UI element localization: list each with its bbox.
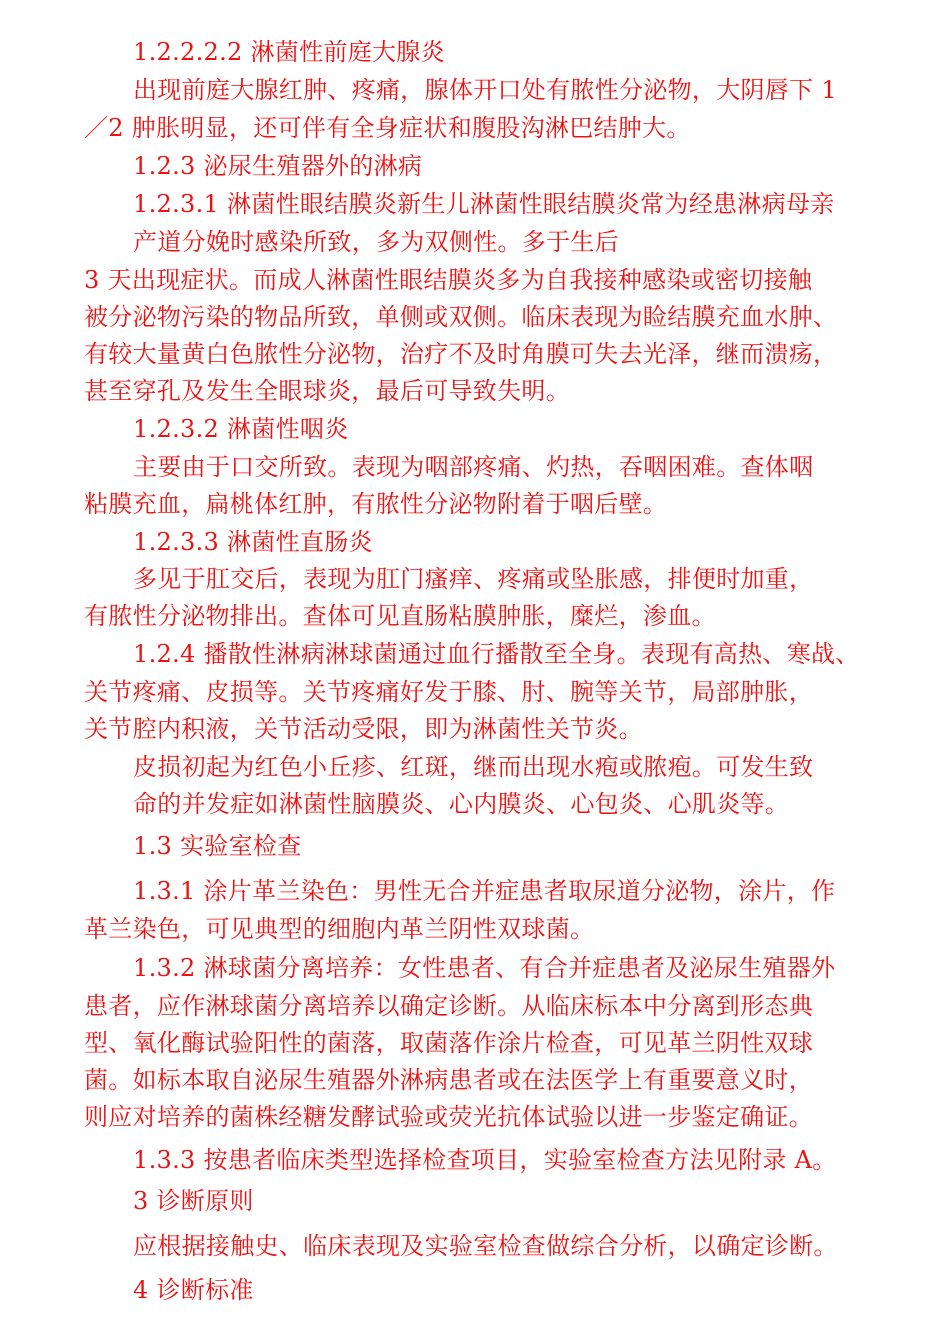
section-heading-1-3-1: 1.3.1 涂片革兰染色：男性无合并症患者取尿道分泌物，涂片，作 bbox=[133, 877, 836, 905]
section-heading-1-2-3-1: 1.2.3.1 淋菌性眼结膜炎新生儿淋菌性眼结膜炎常为经患淋病母亲 bbox=[133, 190, 835, 218]
section-heading-1-2-3-2: 1.2.3.2 淋菌性咽炎 bbox=[133, 415, 349, 443]
paragraph-line: 多见于肛交后，表现为肛门瘙痒、疼痛或坠胀感，排便时加重， bbox=[133, 565, 814, 593]
paragraph-line: 主要由于口交所致。表现为咽部疼痛、灼热，吞咽困难。查体咽 bbox=[133, 453, 814, 481]
paragraph-line: 甚至穿孔及发生全眼球炎，最后可导致失明。 bbox=[84, 377, 570, 405]
paragraph-line: 被分泌物污染的物品所致，单侧或双侧。临床表现为睑结膜充血水肿、 bbox=[84, 303, 838, 331]
paragraph-line: 关节疼痛、皮损等。关节疼痛好发于膝、肘、腕等关节，局部肿胀， bbox=[84, 678, 813, 706]
paragraph-line: 有脓性分泌物排出。查体可见直肠粘膜肿胀，糜烂，渗血。 bbox=[84, 602, 716, 630]
paragraph-line: 粘膜充血，扁桃体红肿，有脓性分泌物附着于咽后壁。 bbox=[84, 490, 668, 518]
paragraph-line: 则应对培养的菌株经糖发酵试验或荧光抗体试验以进一步鉴定确证。 bbox=[84, 1103, 813, 1131]
paragraph-line: 产道分娩时感染所致，多为双侧性。多于生后 bbox=[133, 228, 619, 256]
paragraph-line: 皮损初起为红色小丘疹、红斑，继而出现水疱或脓疱。可发生致 bbox=[133, 753, 814, 781]
paragraph-line: 患者，应作淋球菌分离培养以确定诊断。从临床标本中分离到形态典 bbox=[84, 992, 813, 1020]
section-heading-1-2-2-2-2: 1.2.2.2.2 淋菌性前庭大腺炎 bbox=[133, 38, 445, 66]
section-heading-4: 4 诊断标准 bbox=[133, 1276, 254, 1304]
paragraph-line: 命的并发症如淋菌性脑膜炎、心内膜炎、心包炎、心肌炎等。 bbox=[133, 790, 790, 818]
section-heading-3: 3 诊断原则 bbox=[133, 1187, 254, 1215]
paragraph-line: 出现前庭大腺红肿、疼痛，腺体开口处有脓性分泌物，大阴唇下 1 bbox=[133, 76, 837, 104]
section-heading-1-2-4: 1.2.4 播散性淋病淋球菌通过血行播散至全身。表现有高热、寒战、 bbox=[133, 640, 860, 668]
paragraph-line: 菌。如标本取自泌尿生殖器外淋病患者或在法医学上有重要意义时， bbox=[84, 1066, 813, 1094]
paragraph-line: 型、氧化酶试验阳性的菌落，取菌落作涂片检查，可见革兰阴性双球 bbox=[84, 1029, 813, 1057]
section-heading-1-3-2: 1.3.2 淋球菌分离培养：女性患者、有合并症患者及泌尿生殖器外 bbox=[133, 954, 836, 982]
paragraph-line: 3 天出现症状。而成人淋菌性眼结膜炎多为自我接种感染或密切接触 bbox=[84, 266, 813, 294]
section-heading-1-2-3: 1.2.3 泌尿生殖器外的淋病 bbox=[133, 152, 423, 180]
paragraph-line: ／2 肿胀明显，还可伴有全身症状和腹股沟淋巴结肿大。 bbox=[84, 114, 691, 142]
section-heading-1-3-3: 1.3.3 按患者临床类型选择检查项目，实验室检查方法见附录 A。 bbox=[133, 1146, 837, 1174]
paragraph-line: 应根据接触史、临床表现及实验室检查做综合分析，以确定诊断。 bbox=[133, 1232, 838, 1260]
paragraph-line: 有较大量黄白色脓性分泌物，治疗不及时角膜可失去光泽，继而溃疡， bbox=[84, 340, 838, 368]
section-heading-1-2-3-3: 1.2.3.3 淋菌性直肠炎 bbox=[133, 528, 373, 556]
section-heading-1-3: 1.3 实验室检查 bbox=[133, 832, 302, 860]
paragraph-line: 关节腔内积液，关节活动受限，即为淋菌性关节炎。 bbox=[84, 715, 643, 743]
paragraph-line: 革兰染色，可见典型的细胞内革兰阴性双球菌。 bbox=[84, 915, 595, 943]
